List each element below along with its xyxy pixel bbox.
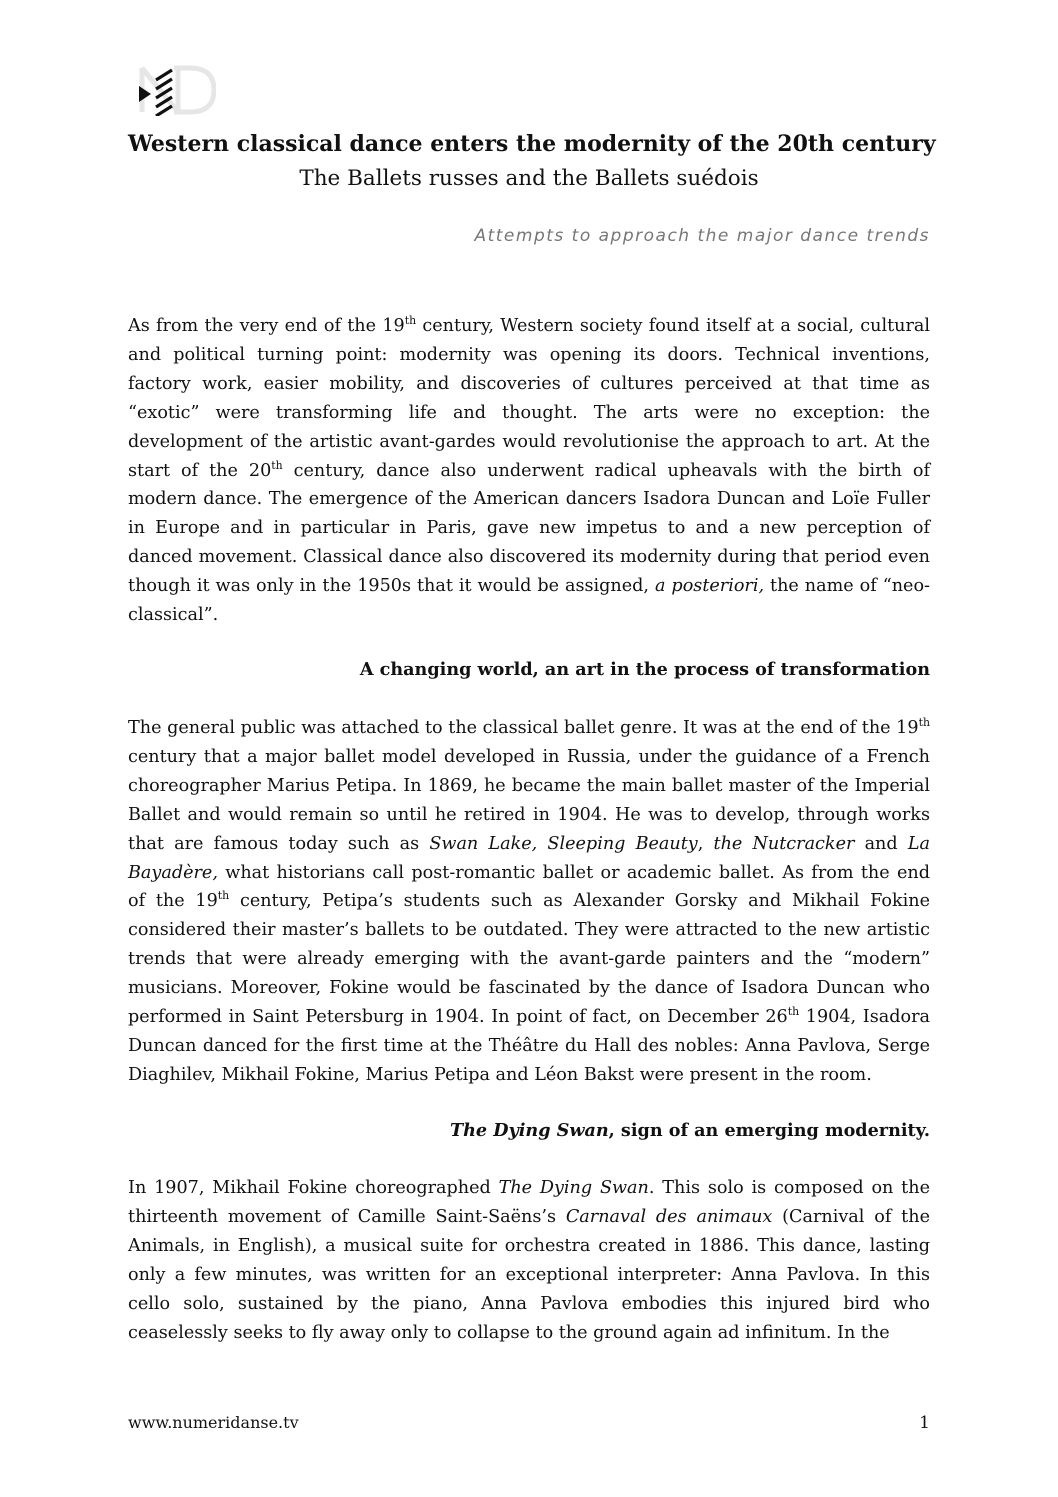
page-number: 1 bbox=[919, 1413, 930, 1433]
paragraph-dying-swan: In 1907, Mikhail Fokine choreographed The Dying Swan. This solo is composed on the thirteenth movement of Camille Saint-Saëns’s Carnaval des animaux (Carnival of the Animals, in English), a musical suite for orchestra created in 1886. This dance, lasting only a few minutes, was written for an exceptional interpreter: Anna Pavlova. In this cello solo, sustained by the piano, Anna Pavlova embodies this injured bird who ceaselessly seeks to fly away only to collapse to the ground again ad infinitum. In the bbox=[128, 1178, 930, 1343]
section-heading-changing-world: A changing world, an art in the process of transformation bbox=[359, 659, 930, 680]
paragraph-classical-ballet: The general public was attached to the classical ballet genre. It was at the end of the 19th century that a major ballet model developed in Russia, under the guidance of a French choreographer Marius Petipa. In 1869, he became the main ballet master of the Imperial Ballet and would remain so until he retired in 1904. He was to develop, through works that are famous today such as Swan Lake, Sleeping Beauty, the Nutcracker and La Bayadère, what historians call post-romantic ballet or academic ballet. As from the end of the 19th century, Petipa’s students such as Alexander Gorsky and Mikhail Fokine considered their master’s ballets to be outdated. They were attracted to the new artistic trends that were already emerging with the avant-garde painters and the “modern” musicians. Moreover, Fokine would be fascinated by the dance of Isadora Duncan who performed in Saint Petersburg in 1904. In point of fact, on December 26th 1904, Isadora Duncan danced for the first time at the Théâtre du Hall des nobles: Anna Pavlova, Serge Diaghilev, Mikhail Fokine, Marius Petipa and Léon Bakst were present in the room. bbox=[128, 715, 931, 1085]
section-heading-dying-swan: The Dying Swan, sign of an emerging modernity. bbox=[450, 1120, 930, 1141]
footer-url: www.numeridanse.tv bbox=[128, 1413, 299, 1432]
document-subtitle: The Ballets russes and the Ballets suédois bbox=[299, 166, 759, 191]
series-tagline: Attempts to approach the major dance trends bbox=[474, 226, 930, 246]
numeridanse-logo bbox=[138, 64, 216, 116]
nd-logo-icon bbox=[138, 64, 216, 116]
document-title: Western classical dance enters the modernity of the 20th century bbox=[128, 131, 936, 157]
paragraph-intro: As from the very end of the 19th century, Western society found itself at a social, cultural and political turning point: modernity was opening its doors. Technical inventions, factory work, easier mobility, and discoveries of cultures perceived at that time as “exotic” were transforming life and thought. The arts were no exception: the development of the artistic avant-gardes would revolutionise the approach to art. At the start of the 20th century, dance also underwent radical upheavals with the birth of modern dance. The emergence of the American dancers Isadora Duncan and Loïe Fuller in Europe and in particular in Paris, gave new impetus to and a new perception of danced movement. Classical dance also discovered its modernity during that period even though it was only in the 1950s that it would be assigned, a posteriori, the name of “neo-classical”. bbox=[128, 313, 930, 626]
